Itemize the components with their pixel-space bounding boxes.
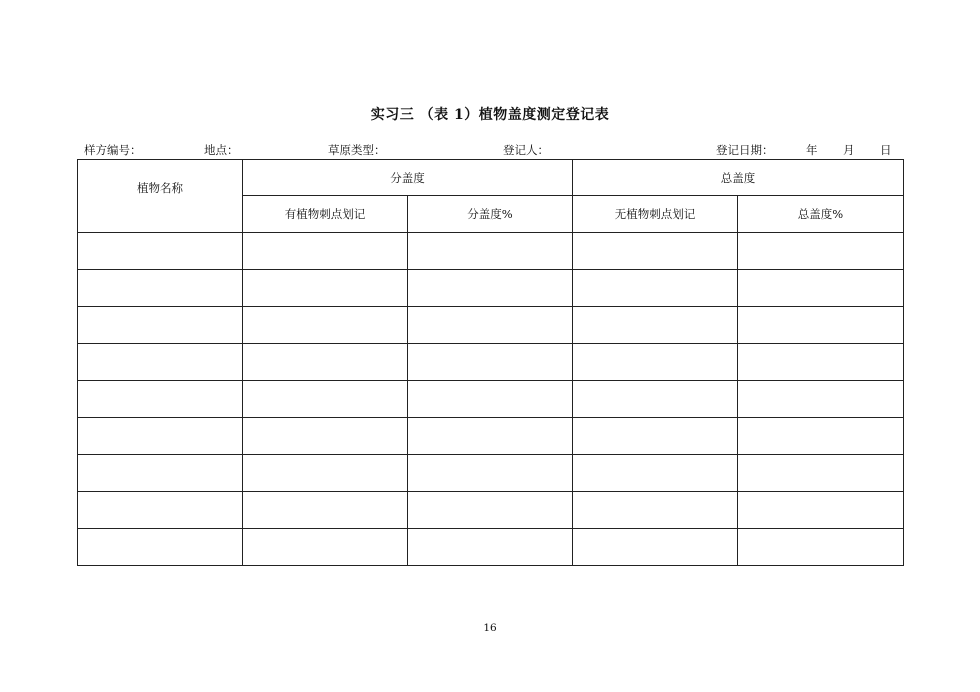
table-cell[interactable] (573, 455, 738, 492)
table-cell[interactable] (408, 455, 573, 492)
table-cell[interactable] (738, 418, 904, 455)
table-cell[interactable] (78, 344, 243, 381)
table-cell[interactable] (573, 307, 738, 344)
table-row (78, 381, 904, 418)
year-label: 年 (806, 143, 818, 157)
table-cell[interactable] (573, 233, 738, 270)
date-label: 登记日期： (716, 143, 774, 157)
table-cell[interactable] (738, 381, 904, 418)
table-cell[interactable] (243, 529, 408, 566)
table-cell[interactable] (408, 529, 573, 566)
month-label: 月 (843, 143, 855, 157)
table-row (78, 492, 904, 529)
registrant-label: 登记人： (503, 143, 549, 157)
table-cell[interactable] (78, 233, 243, 270)
total-coverage-header: 总盖度 (573, 160, 904, 196)
table-cell[interactable] (738, 492, 904, 529)
table-cell[interactable] (243, 344, 408, 381)
table-cell[interactable] (408, 344, 573, 381)
table-cell[interactable] (738, 455, 904, 492)
table-cell[interactable] (573, 381, 738, 418)
table-cell[interactable] (78, 529, 243, 566)
table-cell[interactable] (738, 529, 904, 566)
table-cell[interactable] (78, 418, 243, 455)
table-cell[interactable] (243, 455, 408, 492)
table-row (78, 270, 904, 307)
plant-name-header: 植物名称 (78, 160, 243, 233)
coverage-registration-table (77, 159, 904, 566)
registration-info-row (0, 142, 980, 158)
table-cell[interactable] (408, 233, 573, 270)
table-cell[interactable] (243, 233, 408, 270)
table-cell[interactable] (408, 492, 573, 529)
table-cell[interactable] (243, 492, 408, 529)
table-cell[interactable] (78, 270, 243, 307)
table-cell[interactable] (573, 344, 738, 381)
partial-coverage-header: 分盖度 (243, 160, 573, 196)
table-row (78, 455, 904, 492)
table-cell[interactable] (78, 455, 243, 492)
table-cell[interactable] (243, 270, 408, 307)
table-row (78, 344, 904, 381)
partial-coverage-percent-header: 分盖度% (408, 196, 573, 233)
table-cell[interactable] (78, 381, 243, 418)
table-body (78, 233, 904, 566)
table-cell[interactable] (408, 418, 573, 455)
no-plant-point-tally-header: 无植物刺点划记 (573, 196, 738, 233)
table-cell[interactable] (408, 307, 573, 344)
table-cell[interactable] (573, 492, 738, 529)
table-cell[interactable] (243, 418, 408, 455)
table-cell[interactable] (573, 418, 738, 455)
table-cell[interactable] (78, 492, 243, 529)
table-row (78, 233, 904, 270)
table-cell[interactable] (408, 270, 573, 307)
table-cell[interactable] (738, 233, 904, 270)
table-cell[interactable] (78, 307, 243, 344)
table-cell[interactable] (243, 307, 408, 344)
table-cell[interactable] (243, 381, 408, 418)
plant-point-tally-header: 有植物刺点划记 (243, 196, 408, 233)
location-label: 地点： (204, 143, 239, 157)
table-cell[interactable] (738, 307, 904, 344)
page-title: 实习三 （表 1）植物盖度测定登记表 (370, 107, 610, 123)
day-label: 日 (880, 143, 892, 157)
table-row (78, 307, 904, 344)
page-number: 16 (483, 622, 497, 634)
total-coverage-percent-header: 总盖度% (738, 196, 904, 233)
table-cell[interactable] (573, 270, 738, 307)
table-cell[interactable] (573, 529, 738, 566)
table-cell[interactable] (738, 270, 904, 307)
table-row (78, 529, 904, 566)
table-cell[interactable] (408, 381, 573, 418)
table-row (78, 418, 904, 455)
grassland-type-label: 草原类型： (328, 143, 386, 157)
table-header-row (78, 160, 904, 196)
table-cell[interactable] (738, 344, 904, 381)
sample-no-label: 样方编号： (84, 143, 142, 157)
